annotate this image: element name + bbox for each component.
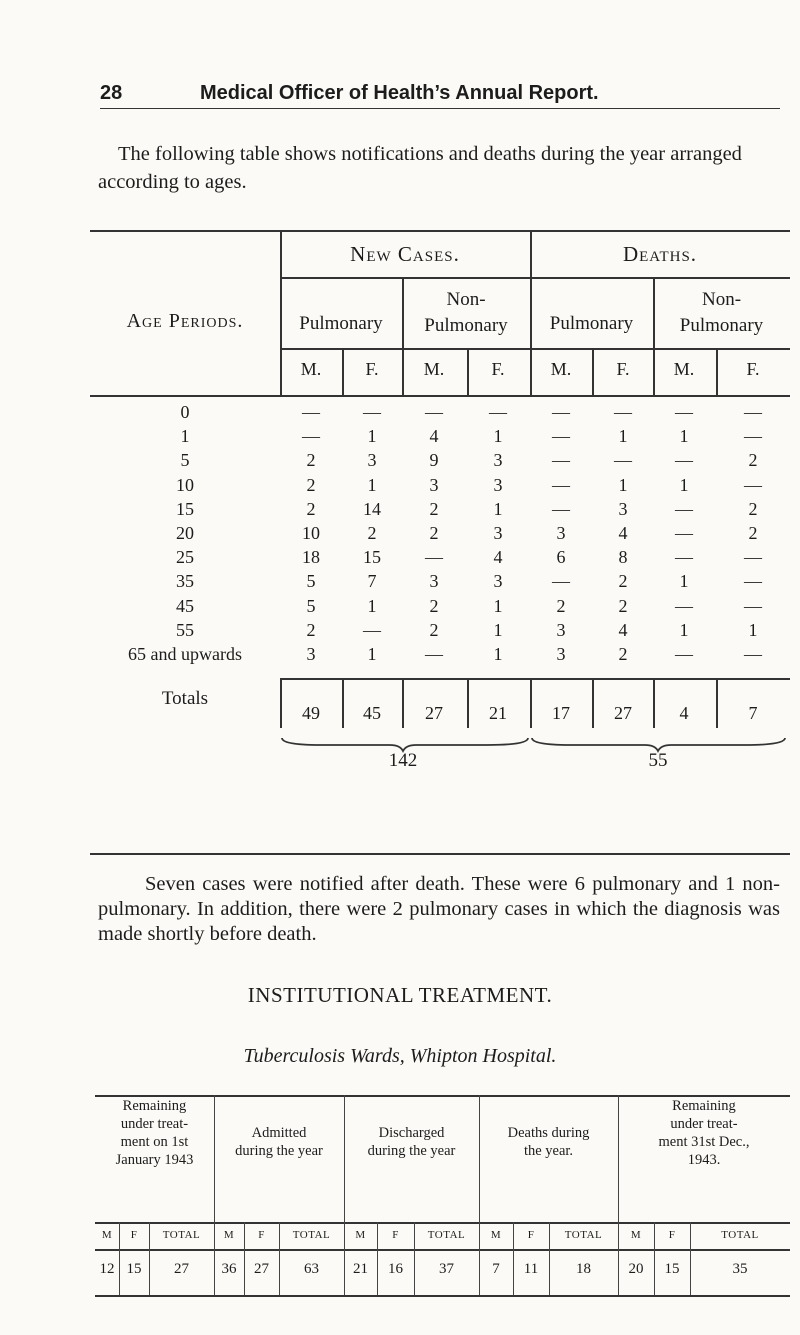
- age-period-cell: 55: [176, 619, 194, 640]
- sub-header: TOTAL: [721, 1229, 759, 1241]
- value-cell: 3: [556, 523, 566, 543]
- subgroup-pulmonary: Pulmonary: [549, 313, 634, 334]
- group-header-line: Remaining: [672, 1098, 736, 1114]
- age-period-cell: 0: [180, 402, 190, 422]
- sex-header: F.: [616, 359, 630, 379]
- value-cell: 12: [99, 1261, 115, 1277]
- totals-label: Totals: [161, 688, 209, 709]
- value-cell: —: [675, 547, 693, 568]
- value-cell: 4: [618, 523, 628, 543]
- value-cell: —: [744, 547, 762, 568]
- value-cell: —: [363, 402, 381, 422]
- value-cell: 2: [618, 571, 628, 592]
- sub-header: TOTAL: [564, 1229, 603, 1241]
- value-cell: —: [552, 498, 570, 519]
- value-cell: —: [425, 547, 443, 568]
- table-rule: [95, 1249, 790, 1251]
- total-cell: 4: [679, 703, 689, 723]
- group-header-line: Discharged: [378, 1125, 445, 1141]
- sex-header: F.: [491, 359, 505, 379]
- value-cell: —: [675, 595, 693, 616]
- value-cell: —: [744, 595, 762, 616]
- value-cell: 2: [306, 450, 316, 471]
- value-cell: —: [675, 523, 693, 543]
- value-cell: 14: [363, 498, 381, 519]
- value-cell: —: [675, 644, 693, 664]
- value-cell: 3: [367, 450, 377, 471]
- group-header-line: Remaining: [122, 1098, 187, 1114]
- value-cell: —: [744, 402, 762, 422]
- value-cell: 2: [367, 523, 377, 543]
- group-header-line: under treat-: [670, 1116, 738, 1132]
- section-subtitle: Tuberculosis Wards, Whipton Hospital.: [243, 1045, 557, 1067]
- age-period-cell: 45: [176, 595, 194, 616]
- value-cell: 1: [748, 619, 758, 640]
- value-cell: 7: [492, 1261, 500, 1277]
- value-cell: 11: [523, 1261, 539, 1277]
- group-header-line: during the year: [235, 1143, 323, 1159]
- total-cell: 21: [489, 703, 507, 723]
- value-cell: 2: [556, 595, 566, 616]
- notes-paragraph: [98, 872, 780, 947]
- deaths-grand-total: 55: [648, 750, 668, 771]
- value-cell: 3: [556, 644, 566, 664]
- subgroup-pulmonary: Pulmonary: [299, 313, 383, 334]
- value-cell: —: [744, 644, 762, 664]
- value-cell: —: [552, 474, 570, 495]
- value-cell: 3: [306, 644, 316, 664]
- value-cell: 2: [306, 474, 316, 495]
- value-cell: 1: [679, 426, 689, 447]
- table-rule: [95, 1295, 790, 1297]
- value-cell: 27: [174, 1261, 189, 1277]
- group-header: [214, 1124, 344, 1160]
- value-cell: —: [552, 450, 570, 471]
- age-period-cell: 35: [176, 571, 194, 592]
- value-cell: —: [552, 571, 570, 592]
- value-cell: 1: [493, 644, 503, 664]
- value-cell: 2: [618, 595, 628, 616]
- deaths-header: Deaths.: [622, 242, 698, 266]
- value-cell: 1: [367, 595, 377, 616]
- value-cell: —: [363, 619, 381, 640]
- section-title: INSTITUTIONAL TREATMENT.: [247, 983, 553, 1007]
- sub-header: M: [490, 1229, 502, 1241]
- value-cell: —: [675, 498, 693, 519]
- sub-header: TOTAL: [427, 1229, 466, 1241]
- institutional-treatment-table: [95, 1095, 790, 1330]
- intro-text: The following table shows notifications and deaths during the year arranged according to ages.: [98, 143, 742, 193]
- subgroup-line: Non-: [701, 289, 742, 310]
- value-cell: 3: [493, 523, 503, 543]
- value-cell: 20: [628, 1261, 644, 1277]
- value-cell: 18: [576, 1261, 591, 1277]
- value-cell: 2: [429, 498, 439, 519]
- page-title: Medical Officer of Health’s Annual Report.: [200, 82, 599, 104]
- group-header: [344, 1124, 479, 1160]
- value-cell: 1: [493, 595, 503, 616]
- value-cell: 8: [618, 547, 628, 568]
- age-period-cell: 1: [180, 426, 190, 447]
- value-cell: —: [489, 402, 507, 422]
- age-period-cell: 25: [176, 547, 194, 568]
- value-cell: 1: [493, 498, 503, 519]
- group-header-line: under treat-: [120, 1116, 189, 1132]
- value-cell: —: [614, 450, 632, 471]
- sub-header: M: [223, 1229, 235, 1241]
- sex-header: F.: [746, 359, 760, 379]
- group-header-line: ment 31st Dec.,: [658, 1134, 750, 1150]
- value-cell: 21: [353, 1261, 368, 1277]
- value-cell: 16: [388, 1261, 403, 1277]
- notes-text: Seven cases were notified after death. These were 6 pulmonary and 1 non-pulmonary. In addition, there were 2 pulmonary cases in which the diagnosis was made shortly before death.: [98, 873, 780, 945]
- value-cell: 9: [429, 450, 439, 471]
- value-cell: 4: [618, 619, 628, 640]
- total-cell: 27: [614, 703, 632, 723]
- value-cell: 63: [304, 1261, 319, 1277]
- value-cell: 3: [493, 450, 503, 471]
- group-header-line: during the year: [367, 1143, 456, 1159]
- subgroup-line: Pulmonary: [424, 315, 508, 336]
- value-cell: 1: [679, 619, 689, 640]
- value-cell: 1: [367, 644, 377, 664]
- value-cell: —: [675, 402, 693, 422]
- sub-header: F: [392, 1229, 399, 1241]
- value-cell: 1: [618, 474, 628, 495]
- page-number: 28: [100, 82, 123, 104]
- value-cell: 3: [493, 571, 503, 592]
- value-cell: —: [744, 426, 762, 447]
- value-cell: 2: [306, 619, 316, 640]
- age-period-cell: 15: [176, 498, 194, 519]
- value-cell: 1: [493, 426, 503, 447]
- value-cell: —: [425, 644, 443, 664]
- value-cell: 5: [306, 595, 316, 616]
- value-cell: 3: [618, 498, 628, 519]
- group-header-line: Deaths during: [507, 1125, 590, 1141]
- value-cell: —: [744, 571, 762, 592]
- sub-header: M: [101, 1229, 113, 1241]
- value-cell: —: [425, 402, 443, 422]
- value-cell: 27: [254, 1261, 269, 1277]
- group-header-line: the year.: [523, 1143, 574, 1159]
- value-cell: 5: [306, 571, 316, 592]
- value-cell: 15: [126, 1261, 142, 1277]
- sex-header: F.: [365, 359, 379, 379]
- value-cell: 35: [732, 1261, 748, 1277]
- age-periods-header: Age Periods.: [126, 310, 244, 332]
- value-cell: 1: [679, 571, 689, 592]
- value-cell: 36: [221, 1261, 237, 1277]
- group-header: [95, 1097, 214, 1169]
- value-cell: 6: [556, 547, 566, 568]
- value-cell: 3: [429, 474, 439, 495]
- value-cell: —: [552, 402, 570, 422]
- value-cell: 1: [618, 426, 628, 447]
- value-cell: 2: [306, 498, 316, 519]
- age-notifications-table: [90, 230, 790, 855]
- group-header-line: January 1943: [115, 1152, 194, 1168]
- total-cell: 27: [425, 703, 443, 723]
- age-period-cell: 10: [176, 474, 194, 495]
- sub-header: F: [258, 1229, 265, 1241]
- sex-header: M.: [673, 359, 695, 379]
- value-cell: —: [552, 426, 570, 447]
- value-cell: 1: [367, 474, 377, 495]
- value-cell: 3: [556, 619, 566, 640]
- value-cell: 37: [439, 1261, 454, 1277]
- group-header: [479, 1124, 618, 1160]
- value-cell: 2: [618, 644, 628, 664]
- value-cell: 4: [429, 426, 439, 447]
- value-cell: —: [675, 450, 693, 471]
- value-cell: 2: [429, 619, 439, 640]
- new-cases-grand-total: 142: [388, 750, 418, 771]
- sub-header: TOTAL: [162, 1229, 201, 1241]
- total-cell: 7: [748, 703, 758, 723]
- sex-header: M.: [423, 359, 445, 379]
- value-cell: 3: [429, 571, 439, 592]
- sub-header: TOTAL: [292, 1229, 331, 1241]
- value-cell: 3: [493, 474, 503, 495]
- value-cell: 1: [367, 426, 377, 447]
- sub-header: F: [130, 1229, 138, 1241]
- value-cell: 2: [748, 450, 758, 471]
- sub-header: M: [355, 1229, 366, 1241]
- value-cell: 1: [493, 619, 503, 640]
- total-cell: 49: [302, 703, 320, 723]
- value-cell: —: [614, 402, 632, 422]
- value-cell: 2: [748, 523, 758, 543]
- value-cell: 2: [748, 498, 758, 519]
- group-header-line: ment on 1st: [120, 1134, 189, 1150]
- intro-paragraph: [98, 140, 778, 196]
- value-cell: 10: [302, 523, 320, 543]
- subgroup-line: Non-: [446, 289, 486, 310]
- value-cell: 18: [302, 547, 320, 568]
- value-cell: —: [744, 474, 762, 495]
- total-cell: 17: [552, 703, 570, 723]
- sex-header: M.: [550, 359, 572, 379]
- sub-header: F: [668, 1229, 676, 1241]
- value-cell: 4: [493, 547, 503, 568]
- value-cell: 1: [679, 474, 689, 495]
- age-period-cell: 65 and upwards: [128, 644, 242, 664]
- group-header-line: 1943.: [687, 1152, 721, 1168]
- value-cell: 15: [363, 547, 381, 568]
- total-cell: 45: [363, 703, 381, 723]
- value-cell: 2: [429, 595, 439, 616]
- age-period-cell: 5: [180, 450, 190, 471]
- value-cell: —: [302, 402, 320, 422]
- sub-header: F: [527, 1229, 535, 1241]
- new-cases-header: New Cases.: [350, 242, 460, 266]
- subgroup-line: Pulmonary: [679, 315, 764, 336]
- age-period-cell: 20: [176, 523, 194, 543]
- table-rule: [95, 1222, 790, 1224]
- value-cell: 2: [429, 523, 439, 543]
- page-header: [100, 82, 780, 109]
- group-header: [618, 1097, 790, 1169]
- sex-header: M.: [300, 359, 322, 379]
- value-cell: 15: [664, 1261, 680, 1277]
- value-cell: 7: [367, 571, 377, 592]
- sub-header: M: [630, 1229, 642, 1241]
- group-header-line: Admitted: [251, 1125, 307, 1141]
- value-cell: —: [302, 426, 320, 447]
